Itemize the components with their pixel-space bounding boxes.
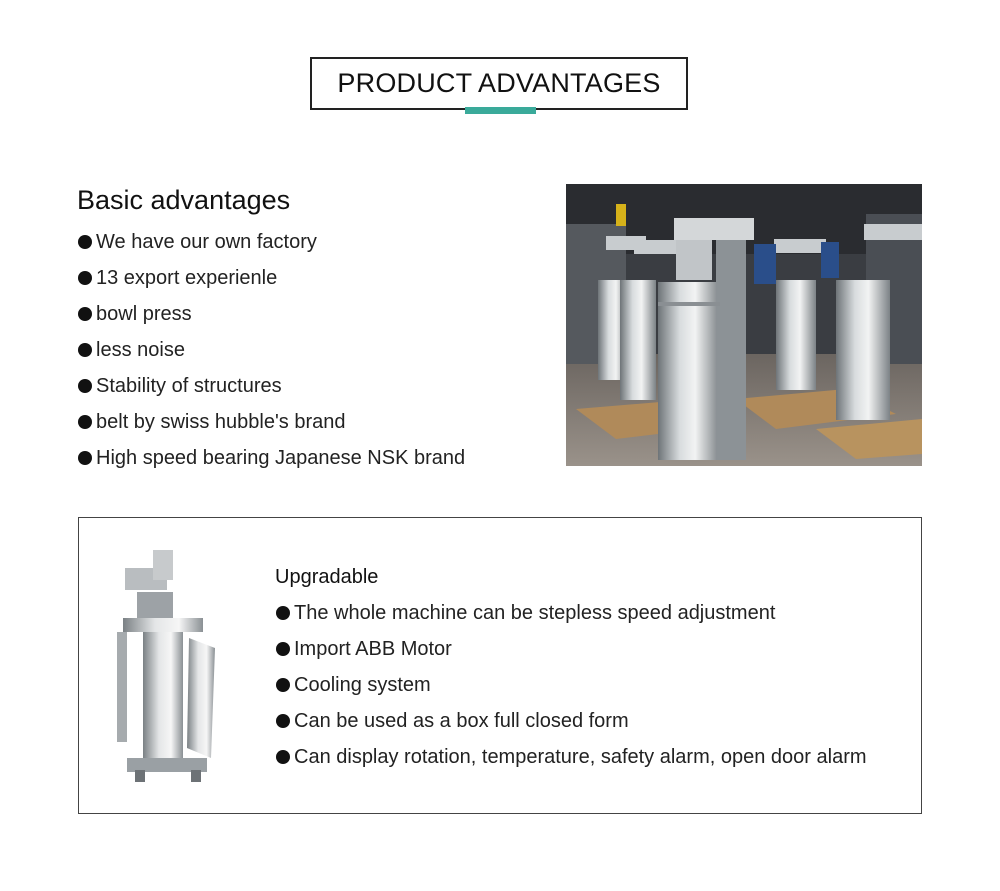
bullet-icon bbox=[276, 714, 290, 728]
bullet-icon bbox=[78, 415, 92, 429]
list-item: We have our own factory bbox=[78, 224, 465, 260]
bullet-icon bbox=[78, 307, 92, 321]
bullet-icon bbox=[78, 271, 92, 285]
title-accent-bar bbox=[465, 107, 536, 114]
bullet-icon bbox=[78, 343, 92, 357]
list-item: Can display rotation, temperature, safety alarm, open door alarm bbox=[276, 739, 867, 775]
upgradable-list bbox=[276, 595, 867, 775]
list-item: Cooling system bbox=[276, 667, 867, 703]
list-item: less noise bbox=[78, 332, 465, 368]
list-item: Import ABB Motor bbox=[276, 631, 867, 667]
bullet-icon bbox=[276, 606, 290, 620]
bullet-icon bbox=[78, 379, 92, 393]
factory-photo bbox=[566, 184, 922, 466]
list-item: bowl press bbox=[78, 296, 465, 332]
list-item: High speed bearing Japanese NSK brand bbox=[78, 440, 465, 476]
list-item: 13 export experienle bbox=[78, 260, 465, 296]
list-item: Stability of structures bbox=[78, 368, 465, 404]
list-item: Can be used as a box full closed form bbox=[276, 703, 867, 739]
list-item: The whole machine can be stepless speed adjustment bbox=[276, 595, 867, 631]
bullet-icon bbox=[276, 642, 290, 656]
bullet-icon bbox=[78, 235, 92, 249]
centrifuge-photo bbox=[107, 548, 227, 788]
bullet-icon bbox=[276, 750, 290, 764]
basic-advantages-heading: Basic advantages bbox=[77, 185, 291, 215]
bullet-icon bbox=[276, 678, 290, 692]
list-item: belt by swiss hubble's brand bbox=[78, 404, 465, 440]
upgradable-panel bbox=[78, 517, 922, 814]
upgradable-heading: Upgradable bbox=[275, 566, 379, 588]
section-title-text: PRODUCT ADVANTAGES bbox=[337, 68, 661, 98]
bullet-icon bbox=[78, 451, 92, 465]
basic-advantages-list bbox=[78, 224, 465, 476]
section-title bbox=[310, 57, 688, 110]
